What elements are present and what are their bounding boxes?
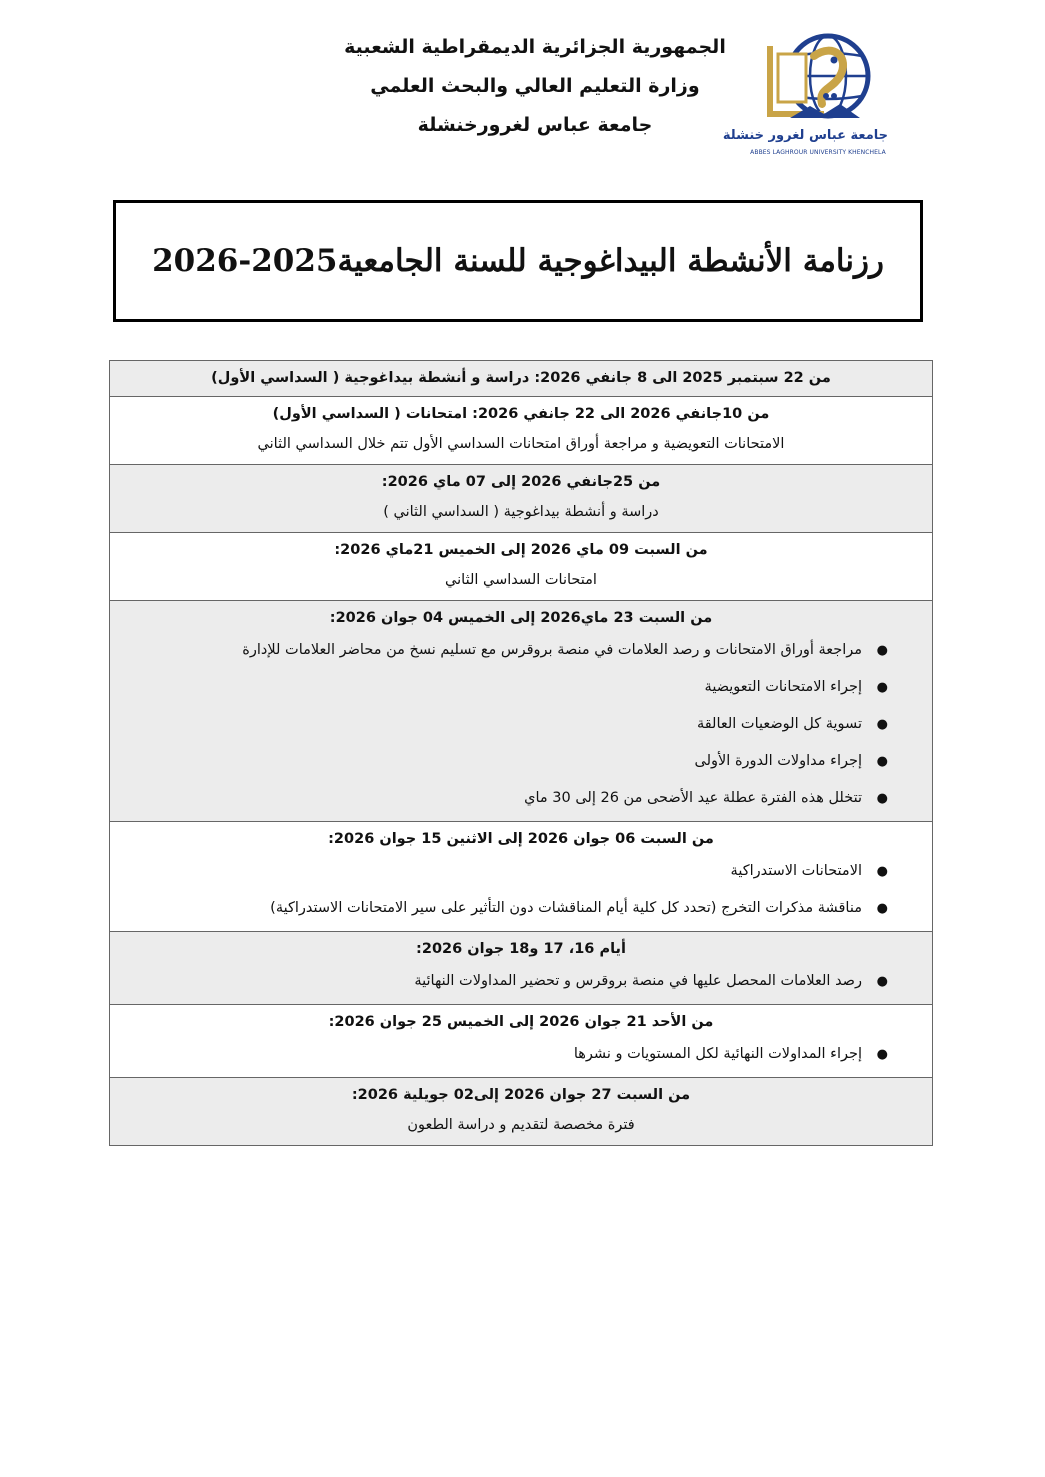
period-title: من 22 سبتمبر 2025 الى 8 جانفي 2026: دراسة و أنشطة بيداغوجية ( السداسي الأول) (211, 370, 831, 386)
document-title: رزنامة الأنشطة البيداغوجية للسنة الجامعية2025-2026 (152, 243, 884, 279)
period-row (110, 465, 932, 533)
period-title: من الأحد 21 جوان 2026 إلى الخميس 25 جوان 2026: (328, 1014, 714, 1030)
bullet-icon: ● (876, 901, 888, 916)
period-row (110, 1005, 932, 1078)
period-title: من السبت 23 ماي2026 إلى الخميس 04 جوان 2026: (329, 610, 713, 626)
document-title-box (113, 200, 923, 322)
period-title: من السبت 27 جوان 2026 إلى02 جويلية 2026: (351, 1087, 691, 1103)
period-note: فترة مخصصة لتقديم و دراسة الطعون (407, 1117, 635, 1133)
bullet-icon: ● (876, 680, 888, 695)
logo-caption-english: ABBES LAGHROUR UNIVERSITY KHENCHELA (750, 149, 886, 156)
period-title: من السبت 09 ماي 2026 إلى الخميس 21ماي 2026: (334, 542, 708, 558)
list-item-text: رصد العلامات المحصل عليها في منصة بروقرس و تحضير المداولات النهائية (414, 973, 862, 989)
bullet-icon: ● (876, 643, 888, 658)
university-logo-icon (748, 28, 888, 128)
header-republic: الجمهورية الجزائرية الديمقراطية الشعبية (344, 36, 726, 58)
period-title: أيام 16، 17 و18 جوان 2026: (416, 941, 626, 957)
period-row (110, 1078, 932, 1146)
period-note: دراسة و أنشطة بيداغوجية ( السداسي الثاني ) (383, 504, 659, 520)
list-item (110, 1036, 932, 1073)
period-row (110, 822, 932, 932)
list-item (110, 890, 932, 927)
list-item (110, 963, 932, 1000)
list-item-text: مناقشة مذكرات التخرج (تحدد كل كلية أيام المناقشات دون التأثير على سير الامتحانات الاستدراكية) (270, 900, 862, 916)
period-items (110, 963, 932, 1000)
logo-caption-arabic: جامعة عباس لغرور خنشلة (722, 128, 888, 143)
list-item-text: إجراء المداولات النهائية لكل المستويات و نشرها (573, 1046, 862, 1062)
list-item (110, 780, 932, 817)
list-item (110, 853, 932, 890)
period-title: من السبت 06 جوان 2026 إلى الاثنين 15 جوان 2026: (328, 831, 714, 847)
period-items (110, 632, 932, 817)
list-item (110, 743, 932, 780)
period-title: من 10جانفي 2026 الى 22 جانفي 2026: امتحانات ( السداسي الأول) (272, 406, 770, 422)
period-items (110, 1036, 932, 1073)
header-ministry: وزارة التعليم العالي والبحث العلمي (370, 75, 700, 97)
period-row (110, 601, 932, 822)
period-row (110, 932, 932, 1005)
period-row (110, 533, 932, 601)
header-university: جامعة عباس لغرورخنشلة (417, 114, 653, 136)
bullet-icon: ● (876, 717, 888, 732)
list-item-text: مراجعة أوراق الامتحانات و رصد العلامات في منصة بروقرس مع تسليم نسخ من محاضر العلامات للإدارة (242, 642, 862, 658)
list-item (110, 632, 932, 669)
schedule-table (109, 360, 933, 1146)
bullet-icon: ● (876, 754, 888, 769)
list-item-text: تسوية كل الوضعيات العالقة (696, 716, 862, 732)
period-row (110, 397, 932, 465)
institution-header (300, 28, 770, 145)
list-item-text: الامتحانات الاستدراكية (730, 863, 862, 879)
list-item (110, 669, 932, 706)
list-item-text: إجراء مداولات الدورة الأولى (694, 753, 862, 769)
university-logo (722, 28, 888, 168)
list-item-text: تتخلل هذه الفترة عطلة عيد الأضحى من 26 إلى 30 ماي (524, 790, 862, 806)
list-item-text: إجراء الامتحانات التعويضية (704, 679, 862, 695)
bullet-icon: ● (876, 791, 888, 806)
bullet-icon: ● (876, 864, 888, 879)
list-item (110, 706, 932, 743)
period-note: امتحانات السداسي الثاني (445, 572, 597, 588)
period-note: الامتحانات التعويضية و مراجعة أوراق امتحانات السداسي الأول تتم خلال السداسي الثاني (257, 436, 785, 452)
period-row (110, 361, 932, 397)
bullet-icon: ● (876, 974, 888, 989)
period-items (110, 853, 932, 927)
bullet-icon: ● (876, 1047, 888, 1062)
period-title: من 25جانفي 2026 إلى 07 ماي 2026: (381, 474, 661, 490)
